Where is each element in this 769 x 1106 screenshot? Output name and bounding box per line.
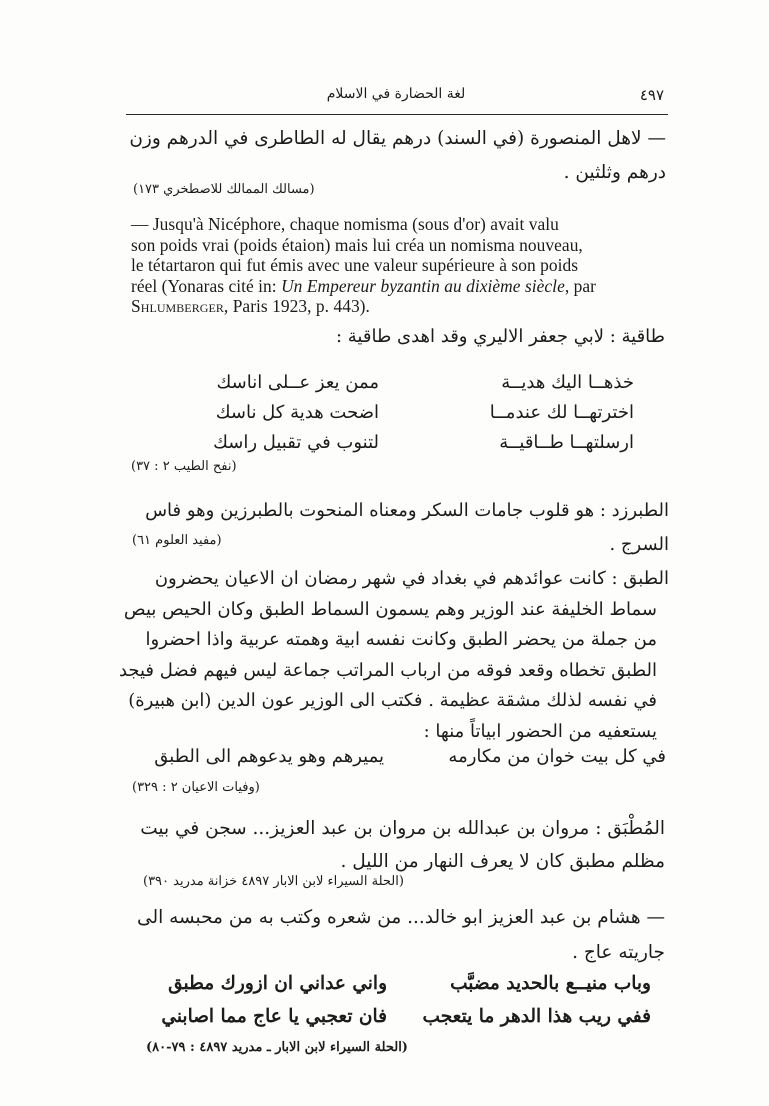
citation-nafh: (نفح الطيب ٢ : ٣٧) <box>131 459 237 474</box>
french-line <box>131 296 668 317</box>
text-line: من جملة من يحضر الطبق وكانت نفسه ابية وهمته عربية واذا احضروا <box>145 629 657 650</box>
verse-hemistich: واني عداني ان ازورك مطبق <box>168 973 387 994</box>
french-line <box>131 276 668 297</box>
verse-hemistich: ارسلتهــا طــاقيــة <box>499 432 634 453</box>
text-line: الطبق تخطاه وقعد فوقه من ارباب المراتب جماعة ليس فيهم فضل فيجد <box>118 659 657 681</box>
french-line: le tétartaron qui fut émis avec une valeur supérieure à son poids <box>131 255 579 276</box>
header-rule <box>126 114 668 115</box>
french-line: son poids vrai (poids étaion) mais lui créa un nomisma nouveau, <box>131 234 583 255</box>
entry-hisham-paragraph: — هشام بن عبد العزيز ابو خالد... من شعره وكتب به من محبسه الى جاريته عاج . <box>137 907 665 963</box>
citation-wafayat: (وفيات الاعيان ٢ : ٣٢٩) <box>132 780 260 795</box>
french-quotation <box>131 214 668 317</box>
citation-mufid: (مفيد العلوم ٦١) <box>132 533 222 548</box>
entry-tabaq-paragraph <box>118 564 669 747</box>
entry-mutbaq-paragraph: المُطْبَق : مروان بن عبدالله بن مروان بن عبد العزيز... سجن في بيت مظلم مطبق كان لا يعرف النهار من الليل . <box>140 818 665 872</box>
verse-hemistich: يميرهم وهو يدعوهم الى الطبق <box>154 746 384 767</box>
french-text: , Paris 1923, p. 443). <box>223 296 370 317</box>
verse-hemistich: خذهــا اليك هديــة <box>501 372 634 393</box>
text-line: الطبق : كانت عوائدهم في بغداد في شهر رمضان ان الاعيان يحضرون <box>154 568 669 589</box>
page-header <box>128 84 664 112</box>
verse-hemistich: ففي ريب هذا الدهر ما يتعجب <box>422 1006 651 1027</box>
verse-hemistich: اضحت هدية كل ناسك <box>215 402 379 423</box>
french-line: — Jusqu'à Nicéphore, chaque nomisma (sous d'or) avait valu <box>131 214 559 234</box>
verse-hemistich: ممن يعز عــلى اناسك <box>216 372 379 393</box>
french-text: , par <box>564 275 596 296</box>
verse-hemistich: لتنوب في تقبيل راسك <box>213 432 379 453</box>
book-title: Un Empereur byzantin au dixième siècle <box>281 275 565 296</box>
verse-hemistich: فان تعجبي يا عاج مما اصابني <box>161 1006 387 1027</box>
french-text: réel (Yonaras cité in: <box>131 275 282 296</box>
page-number: ٤٩٧ <box>639 86 664 104</box>
entry-tabarzad-paragraph: الطبرزد : هو قلوب جامات السكر ومعناه المنحوت بالطبرزين وهو فاس السرج . <box>145 500 669 555</box>
citation-istakhri: (مسالك الممالك للاصطخري ١٧٣) <box>133 182 315 197</box>
verse-hemistich: اخترتهــا لك عندمــا <box>489 402 634 423</box>
text-line: يستعفيه من الحضور ابياتاً منها : <box>423 720 657 742</box>
citation-hulla-1: (الحلة السيراء لابن الابار ٤٨٩٧ خزانة مدريد ٣٩٠) <box>143 874 404 889</box>
text-line: سماط الخليفة عند الوزير وهم يسمون السماط الطبق وكان الحيص بيص <box>123 598 657 620</box>
verse-hemistich: في كل بيت خوان من مكارمه <box>448 746 666 767</box>
running-title: لغة الحضارة في الاسلام <box>326 86 466 102</box>
entry-tatari-paragraph: — لاهل المنصورة (في السند) درهم يقال له الطاطرى في الدرهم وزن درهم وثلثين . <box>129 128 666 183</box>
text-line: في نفسه لذلك مشقة عظيمة . فكتب الى الوزير عون الدين (ابن هبيرة) <box>128 690 657 711</box>
verse-hemistich: وباب منيــع بالحديد مضبَّب <box>450 973 651 994</box>
citation-hulla-2: (الحلة السيراء لابن الابار ـ مدريد ٤٨٩٧ : ٧٩-٨٠) <box>146 1040 408 1055</box>
entry-taqiya-heading: طاقية : لابي جعفر الاليري وقد اهدى طاقية : <box>335 326 665 347</box>
author-name: Shlumberger <box>131 296 224 317</box>
